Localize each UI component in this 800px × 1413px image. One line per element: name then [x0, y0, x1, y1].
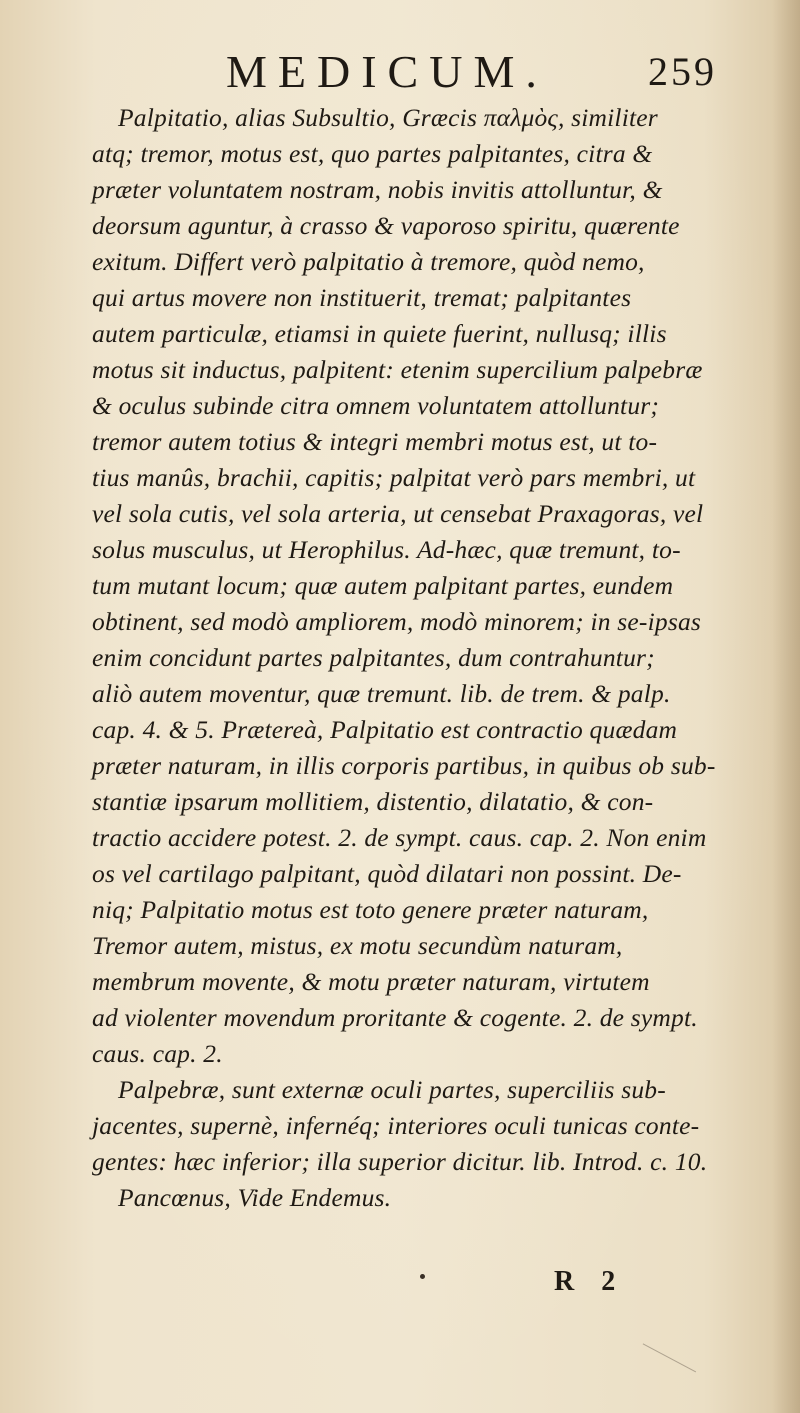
- text-line: Pancœnus, Vide Endemus.: [118, 1183, 392, 1212]
- text-line: motus sit inductus, palpitent: etenim supercilium palpebræ: [92, 355, 703, 384]
- text-line: obtinent, sed modò ampliorem, modò minorem; in se-ipsas: [92, 607, 702, 636]
- text-line: præter naturam, in illis corporis partibus, in quibus ob sub-: [92, 751, 716, 780]
- text-line: tremor autem totius & integri membri motus est, ut to-: [92, 427, 658, 456]
- text-line: exitum. Differt verò palpitatio à tremore, quòd nemo,: [92, 247, 645, 276]
- text-line: tum mutant locum; quæ autem palpitant partes, eundem: [92, 571, 674, 600]
- text-line: autem particulæ, etiamsi in quiete fuerint, nullusq; illis: [92, 319, 667, 348]
- text-line: os vel cartilago palpitant, quòd dilatari non possint. De-: [92, 859, 682, 888]
- text-line: vel sola cutis, vel sola arteria, ut censebat Praxagoras, vel: [92, 499, 704, 528]
- signature-mark: R 2: [554, 1266, 626, 1297]
- page-number: 259: [648, 49, 717, 94]
- text-line: & oculus subinde citra omnem voluntatem attolluntur;: [92, 391, 660, 420]
- text-line: Palpitatio, alias Subsultio, Græcis παλμὸς, similiter: [118, 103, 658, 132]
- text-line: stantiæ ipsarum mollitiem, distentio, dilatatio, & con-: [92, 787, 654, 816]
- text-line: tius manûs, brachii, capitis; palpitat verò pars membri, ut: [92, 463, 696, 492]
- paper-scratch: [624, 1343, 696, 1407]
- text-line: niq; Palpitatio motus est toto genere præter naturam,: [92, 895, 649, 924]
- running-head: MEDICUM.: [226, 46, 548, 97]
- text-line: deorsum aguntur, à crasso & vaporoso spiritu, quærente: [92, 211, 680, 240]
- text-line: præter voluntatem nostram, nobis invitis attolluntur, &: [92, 175, 663, 204]
- text-line: cap. 4. & 5. Prætereà, Palpitatio est contractio quædam: [92, 715, 678, 744]
- text-line: solus musculus, ut Herophilus. Ad-hæc, quæ tremunt, to-: [92, 535, 681, 564]
- text-line: atq; tremor, motus est, quo partes palpitantes, citra &: [92, 139, 653, 168]
- ink-dot: [420, 1274, 425, 1279]
- text-line: ad violenter movendum proritante & cogente. 2. de sympt.: [92, 1003, 698, 1032]
- text-line: enim concidunt partes palpitantes, dum contrahuntur;: [92, 643, 655, 672]
- text-line: qui artus movere non instituerit, tremat; palpitantes: [92, 283, 632, 312]
- page-edge-shadow: [772, 0, 800, 1413]
- text-line: Palpebræ, sunt externæ oculi partes, superciliis sub-: [118, 1075, 666, 1104]
- page-header: [0, 44, 800, 100]
- text-line: gentes: hæc inferior; illa superior dicitur. lib. Introd. c. 10.: [92, 1147, 708, 1176]
- text-line: aliò autem moventur, quæ tremunt. lib. de trem. & palp.: [92, 679, 671, 708]
- text-line: caus. cap. 2.: [92, 1039, 223, 1068]
- text-line: tractio accidere potest. 2. de sympt. caus. cap. 2. Non enim: [92, 823, 707, 852]
- text-line: membrum movente, & motu præter naturam, virtutem: [92, 967, 650, 996]
- text-line: Tremor autem, mistus, ex motu secundùm naturam,: [92, 931, 623, 960]
- text-line: jacentes, supernè, infernéq; interiores oculi tunicas conte-: [92, 1111, 700, 1140]
